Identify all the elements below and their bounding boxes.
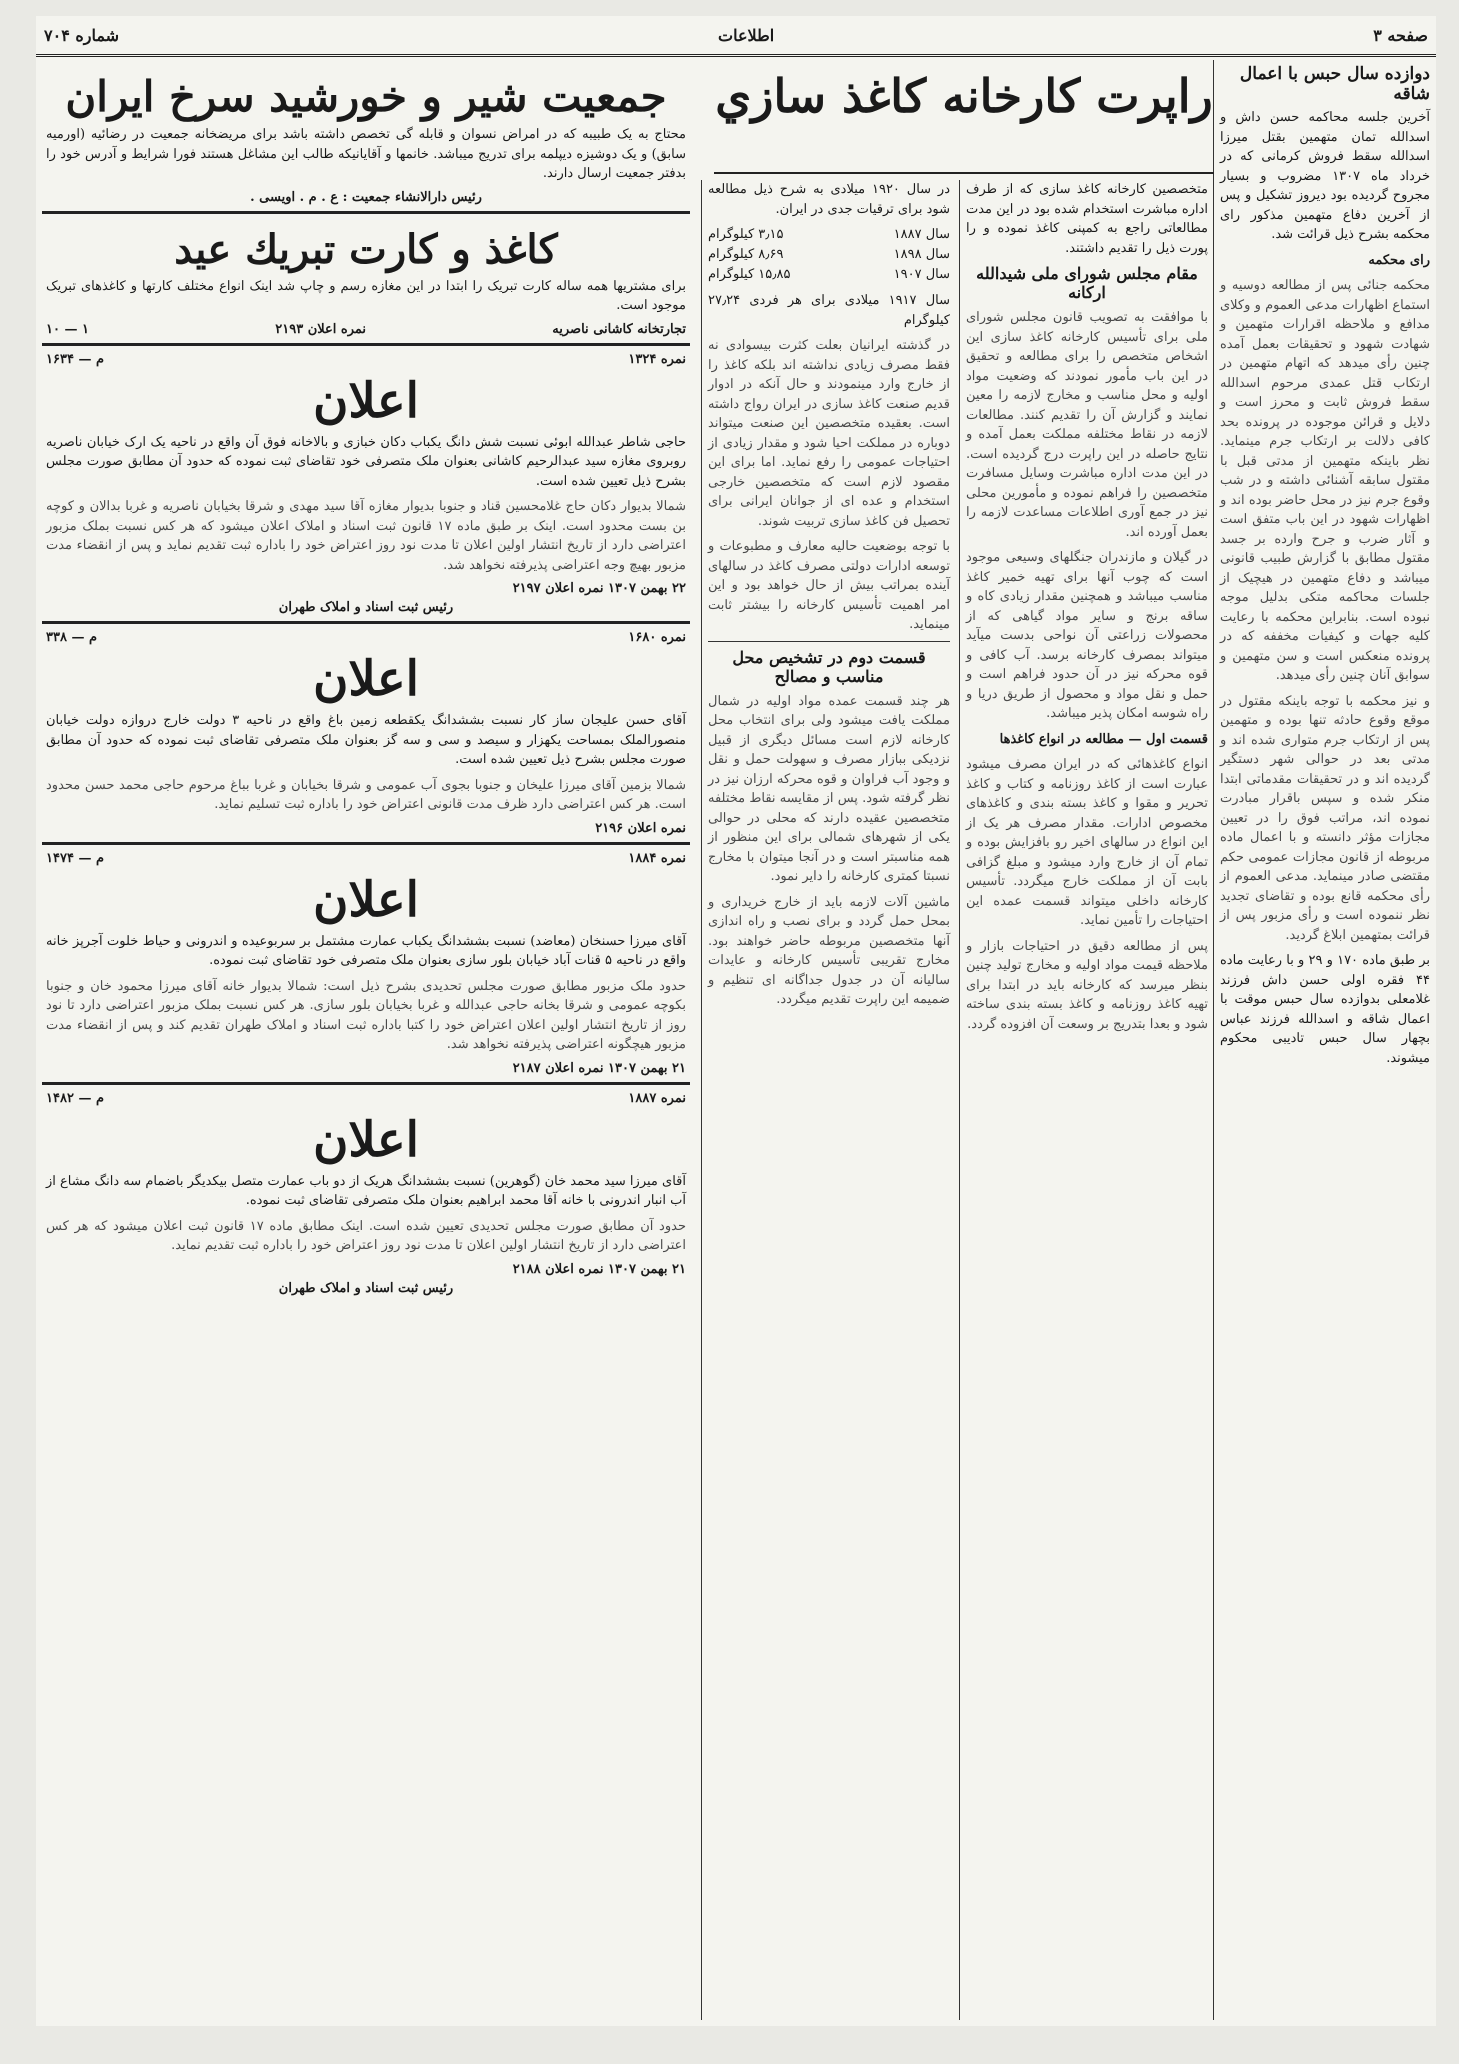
- ad-red-lion-body: محتاج به یک طبیبه که در امراض نسوان و قابله گی تخصص داشته باشد برای مریضخانه جمعیت در رضائیه (اورمیه سابق) و یک دوشیزه دیپلمه برای تدریج میباشد. خانمها و آقایانیکه طالب این مشاغل هستند فورا شرایط و آدرس خود را بدفتر جمعیت ارسال دارند.: [46, 127, 686, 181]
- ad4-body: آقای میرزا سید محمد خان (گوهرین) نسبت بششدانگ هریک از دو باب عمارت متصل بیکدیگر باضمام سه دانگ مشاع از آب انبار اندرونی با خانه آقا محمد ابراهیم بعنوان ملک متصرفی تقاضای ثبت نموده.: [46, 1173, 686, 1208]
- ad-registration-3: [42, 845, 690, 1085]
- column-middle-right: [959, 180, 1214, 2020]
- report-body-3: انواع کاغذهائی که در ایران مصرف میشود عبارت است از کاغذ روزنامه و کتاب و کاغذ تحریر و مقوا و کاغذ بسته بندی و کاغذهای مخصوص ادارات. مقدار مصرف هر یک از این انواع در سالهای اخیر رو بافزایش بوده و تمام آن از خارج وارد میشود و مبلغ گزافی بابت آن از مملکت خارج میگردد. تأسیس کارخانه داخلی میتواند قسمت عمده این احتیاجات را تأمین نماید.: [966, 757, 1208, 928]
- report-body-2: در گیلان و مازندران جنگلهای وسیعی موجود است که چوب آنها برای تهیه خمیر کاغذ مناسب میباشد و همچنین مقدار زیادی کاه و ساقه برنج و سایر مواد گیاهی که از محصولات زراعتی آن نواحی بدست میآید میتواند بمصرف کارخانه برسد. آب کافی و قوه محرکه نیز در آن حدود فراهم است و حمل و نقل مواد و محصول از طریق دریا و راه شوسه امکان پذیر میباشد.: [966, 550, 1208, 721]
- report-body-7: هر چند قسمت عمده مواد اولیه در شمال مملکت یافت میشود ولی برای انتخاب محل کارخانه لازم است مسائل دیگری از قبیل نزدیکی ببازار مصرف و سهولت حمل و نقل و وجود آب فراوان و قوه محرکه ارزان نیز در نظر گرفته شود. پس از مقایسه نقاط مختلفه متخصصین عقیده دارند که محلی در حوالی یکی از شهرهای شمالی برای این منظور از همه مناسبتر است و در آنجا میتوان با مخارج نسبتا کمتری کارخانه را دایر نمود.: [708, 693, 950, 884]
- ad-registration-1: [42, 346, 690, 625]
- ad-red-lion-title: جمعیت شیر و خورشید سرخ ایران: [65, 72, 667, 121]
- ad1-sign: رئیس ثبت اسناد و املاک طهران: [278, 600, 454, 615]
- column-right: [1213, 60, 1436, 2020]
- ad-red-lion-sign: رئیس دارالانشاء جمعیت : ع . م . اویسی .: [250, 189, 482, 205]
- ad-cards-body: برای مشتریها همه ساله کارت تبریک را ابتدا در این مغازه رسم و چاپ شد اینک انواع مختلف کارتها و کاغذهای تبریک موجود است.: [46, 278, 686, 313]
- report-intro: متخصصین کارخانه کاغذ سازی که از طرف اداره مباشرت استخدام شده بود در این مدت مطالعاتی راجع به کمپنی کاغذ نموده و را پورت ذیل را تقدیم داشتند.: [966, 182, 1208, 256]
- report-section-heading: مقام مجلس شورای ملی شیدالله ارکانه: [976, 264, 1198, 302]
- stats-note: سال ۱۹۱۷ میلادی برای هر فردی ۲۷٫۲۴ کیلوگرام: [708, 293, 951, 328]
- consumption-stats: [708, 225, 950, 285]
- column-middle-left: [701, 180, 956, 2020]
- verdict-body: محکمه جنائی پس از مطالعه دوسیه و استماع اظهارات مدعی العموم و وکلای مدافع و ملاحظه اقرارات متهمین و شهادت شهود و تحقیقات بعمل آمده چنین رأی میدهد که اتهام متهمین در ارتکاب قتل عمدی مرحوم اسدالله سقط فروش ثابت و محرز است و دلایل و قرائن موجوده در پرونده بحد کافی دلالت بر ارتکاب جرم مینماید. نظر باینکه متهمین از مدتی قبل با مقتول سابقه آشنائی داشته و در شب وقوع جرم نیز در محل حاضر بوده اند و اظهارات شهود در این باب متفق است و آثار ضرب و جرح وارده بر جسد مقتول مطابق با گزارش طبیب قانونی میباشد و دفاع متهمین در هیچیک از جلسات محاکمه متکی بدلیل موجه نبوده است. بنابراین محکمه با رعایت کلیه جهات و کیفیات مخففه که در پرونده منعکس است و سن متهمین و سوابق آنان چنین رأی میدهد.: [1220, 278, 1430, 683]
- ad3-body-2: حدود ملک مزبور مطابق صورت مجلس تحدیدی بشرح ذیل است: شمالا بدیوار خانه آقای میرزا محمود خان و جنوبا بکوچه عمومی و شرقا بخانه حاجی عبدالله و غربا بخیابان بلور سازی. هر کس نسبت بملک مزبور اعتراضی دارد تا نود روز از تاریخ انتشار اولین اعلان اعتراض خود را کتبا باداره ثبت اسناد و املاک طهران تقدیم کند و پس از انقضاء مدت مزبور هیچگونه اعتراضی پذیرفته نخواهد شد.: [46, 978, 686, 1052]
- verdict-label: رای محکمه: [1368, 252, 1430, 268]
- ad4-ref: م — ۱۴۸۲: [46, 1090, 105, 1106]
- ad2-num: نمره ۱۶۸۰: [628, 630, 686, 645]
- report-part-two-heading: قسمت دوم در تشخیص محل مناسب و مصالح: [732, 647, 926, 686]
- ad1-num: نمره ۱۳۲۴: [628, 351, 686, 367]
- article-intro: آخرین جلسه محاکمه حسن داش و اسدالله تمان متهمین بقتل میرزا اسدالله سقط فروش کرمانی که در خرداد ماه ۱۳۰۷ مضروب و بسیار مجروح گردیده بود دیروز تشکیل و پس از آخرین دفاع متهمین مذکور رای محکمه بشرح ذیل قرائت شد.: [1220, 110, 1430, 242]
- ad3-title: اعلان: [313, 871, 419, 928]
- report-body-4: پس از مطالعه دقیق در احتیاجات بازار و ملاحظه قیمت مواد اولیه و مخارج تولید چنین بنظر میرسد که کارخانه باید در ابتدا برای تهیه کاغذ روزنامه و کاغذ بسته بندی ساخته شود و بعدا بتدریج بر وسعت آن افزوده گردد.: [966, 938, 1208, 1032]
- ad2-body: آقای حسن علیجان ساز کار نسبت بششدانگ یکقطعه زمین باغ واقع در ناحیه ۳ دولت خارج دروازه دولت خیابان منصورالملک بمساحت یکهزار و سیصد و سی و سه گز بعنوان ملک متصرفی تقاضای ثبت نموده که حدود آن مطابق صورت مجلس بشرح ذیل تعیین شده است.: [46, 713, 686, 767]
- article-title-prison: دوازده سال حبس با اعمال شاقه: [1239, 64, 1430, 104]
- ad3-ref: م — ۱۴۷۴: [46, 850, 105, 866]
- ad1-title: اعلان: [313, 372, 419, 429]
- ad2-body-2: شمالا بزمین آقای میرزا علیخان و جنوبا بجوی آب عمومی و شرقا بخیابان و غربا بباغ مرحوم حاجی محمد حسن محدود است. هر کس اعتراضی دارد ظرف مدت قانونی اعتراض خود را باداره ثبت تسلیم نماید.: [46, 777, 686, 812]
- newspaper-name: اطلاعات: [718, 25, 775, 45]
- ad1-date: ۲۲ بهمن ۱۳۰۷ نمره اعلان ۲۱۹۷: [512, 581, 686, 596]
- page-number: صفحه ۳: [1373, 25, 1428, 45]
- stats-row: سال ۱۹۰۷ ۱۵٫۸۵ کیلوگرام: [708, 267, 950, 282]
- ad3-body: آقای میرزا حسنخان (معاضد) نسبت بششدانگ یکباب عمارت مشتمل بر سربوعیده و اندرونی و حیاط خلوت آجرپز خانه واقع در ناحیه ۵ قنات آباد خیابان بلور سازی بعنوان ملک متصرفی خود تقاضای ثبت نموده.: [46, 933, 686, 968]
- ad4-title: اعلان: [313, 1111, 419, 1168]
- ad-registration-2: [42, 624, 690, 845]
- stats-row: سال ۱۸۸۷ ۳٫۱۵ کیلوگرام: [708, 227, 950, 242]
- ad4-date: ۲۱ بهمن ۱۳۰۷ نمره اعلان ۲۱۸۸: [512, 1261, 686, 1277]
- ad1-ref: م — ۱۶۳۴: [46, 351, 105, 367]
- ad4-num: نمره ۱۸۸۷: [628, 1090, 686, 1106]
- article-closing: بر طبق ماده ۱۷۰ و ۲۹ و با رعایت ماده ۴۴ فقره اولی حسن داش فرزند غلامعلی بدوازده سال حبس موقت با اعمال شاقه و اسدالله فرزند عباس بچهار سال حبس تادیبی محکوم میشوند.: [1220, 953, 1431, 1066]
- issue-number: شماره ۷۰۴: [44, 25, 119, 45]
- stats-intro: در سال ۱۹۲۰ میلادی به شرح ذیل مطالعه شود برای ترقیات جدی در ایران.: [708, 182, 950, 217]
- ad2-ref: م — ۳۳۸: [46, 630, 98, 645]
- ad1-body-2: شمالا بدیوار دکان حاج غلامحسین قناد و جنوبا بدیوار مغازه آقا سید مهدی و شرقا بخیابان ناصریه و غربا بدالان و کوچه بن بست محدود است. اینک بر طبق ماده ۱۷ قانون ثبت اسناد و املاک اعلان میشود که هر کس نسبت بملک مزبور اعتراضی دارد از تاریخ انتشار اولین اعلان تا مدت نود روز اعتراض خود را باداره ثبت تقدیم نماید و پس از انقضاء مدت مزبور بهیچ وجه اعتراضی پذیرفته نخواهد شد.: [46, 499, 687, 573]
- ad-red-lion-sun: [42, 60, 690, 214]
- ad2-date: نمره اعلان ۲۱۹۶: [595, 820, 686, 836]
- ad4-sign: رئیس ثبت اسناد و املاک طهران: [278, 1280, 454, 1296]
- ad-cards-title: كاغذ و كارت تبريك عيد: [174, 225, 558, 273]
- report-title: راپرت كارخانه كاغذ سازي: [714, 60, 1214, 174]
- report-body: با موافقت به تصویب قانون مجلس شورای ملی برای تأسیس کارخانه کاغذ سازی این اشخاص متخصص را برای مطالعه و تحقیق در این باب مأمور نمودند که وضعیت مواد اولیه و محل مناسب و مخارج لازمه را معین نمایند و گزارش آن را تقدیم کنند. مطالعات لازمه در نقاط مختلفه مملکت بعمل آمده و نتایج حاصله در این راپرت درج گردیده است. در این مدت اداره مباشرت وسایل مسافرت متخصصین را فراهم نموده و مأمورین محلی نیز در جمع آوری اطلاعات مساعدت لازمه را بعمل آورده اند.: [966, 310, 1208, 540]
- ad-registration-4: [42, 1085, 690, 1302]
- report-body-6: با توجه بوضعیت حالیه معارف و مطبوعات و توسعه ادارات دولتی مصرف کاغذ در سالهای آینده بمراتب بیش از حال خواهد بود و این امر اهمیت تأسیس کارخانه را بیشتر ثابت مینماید.: [708, 539, 950, 632]
- column-left-ads: [36, 60, 696, 2020]
- stats-row: سال ۱۸۹۸ ۸٫۶۹ کیلوگرام: [708, 247, 950, 262]
- ad1-body: حاجی شاطر عبدالله ابوئی نسبت شش دانگ یکباب دکان خبازی و بالاخانه فوق آن واقع در ناحیه یک ارک خیابان ناصریه روبروی مغازه سید عبدالرحیم کاشانی بعنوان ملک متصرفی خود تقاضای ثبت نموده که حدود آن مطابق صورت مجلس بشرح ذیل تعیین شده است.: [46, 434, 686, 489]
- ad2-title: اعلان: [313, 651, 419, 707]
- ad3-num: نمره ۱۸۸۴: [628, 850, 686, 866]
- ad4-body-2: حدود آن مطابق صورت مجلس تحدیدی تعیین شده است. اینک مطابق ماده ۱۷ قانون ثبت اعلان میشود که هر کس اعتراضی دارد از تاریخ انتشار اولین اعلان تا مدت نود روز اعتراض خود را باداره ثبت تقدیم نماید.: [46, 1218, 686, 1253]
- newspaper-page: [36, 16, 1436, 2026]
- ad-cards-meta: تجارتخانه کاشانی ناصریه نمره اعلان ۲۱۹۳ ۱ — ۱۰: [46, 321, 686, 337]
- report-body-8: ماشین آلات لازمه باید از خارج خریداری و بمحل حمل گردد و برای نصب و راه اندازی آنها متخصصین مربوطه حاضر خواهند بود. مخارج تقریبی تأسیس کارخانه و عایدات سالیانه آن در جدول جداگانه ای تنظیم و ضمیمه این راپرت تقدیم میگردد.: [708, 894, 950, 1007]
- masthead: [36, 16, 1436, 57]
- ad3-date: ۲۱ بهمن ۱۳۰۷ نمره اعلان ۲۱۸۷: [512, 1060, 686, 1076]
- report-part-one: قسمت اول — مطالعه در انواع کاغذها: [999, 731, 1208, 747]
- report-body-5: در گذشته ایرانیان بعلت کثرت بیسوادی نه فقط مصرف زیادی نداشته اند بلکه کاغذ را از خارج وارد مینمودند و حال آنکه در ادوار قدیم صنعت کاغذ سازی در ایران رواج داشته است. بعقیده متخصصین این صنعت میتواند دوباره در مملکت احیا شود و مقدار زیادی از احتیاجات عمومی را رفع نماید. اما برای این مقصود لازم است که متخصصین خارجی استخدام و عده ای از جوانان ایرانی برای تحصیل فن کاغذ سازی تربیت شوند.: [708, 338, 950, 529]
- ad-greeting-cards: [42, 214, 690, 346]
- verdict-body-continued: و نیز محکمه با توجه باینکه مقتول در موقع وقوع حادثه تنها بوده و متهمین پس از ارتکاب جرم متواری شده اند و مدتی بعد در حوالی شهر دستگیر گردیده اند و در تحقیقات مقدماتی ابتدا منکر شده و سپس باقرار مبادرت نموده اند، مراتب فوق را در تعیین مجازات مؤثر دانسته و با اعمال ماده مربوطه از قانون مجازات عمومی حکم مقتضی صادر مینماید. مدعی العموم از رأی محکمه قانع بوده و تقاضای تجدید نظر ننموده است و رأی مزبور پس از قرائت بمتهمین ابلاغ گردید.: [1220, 693, 1430, 943]
